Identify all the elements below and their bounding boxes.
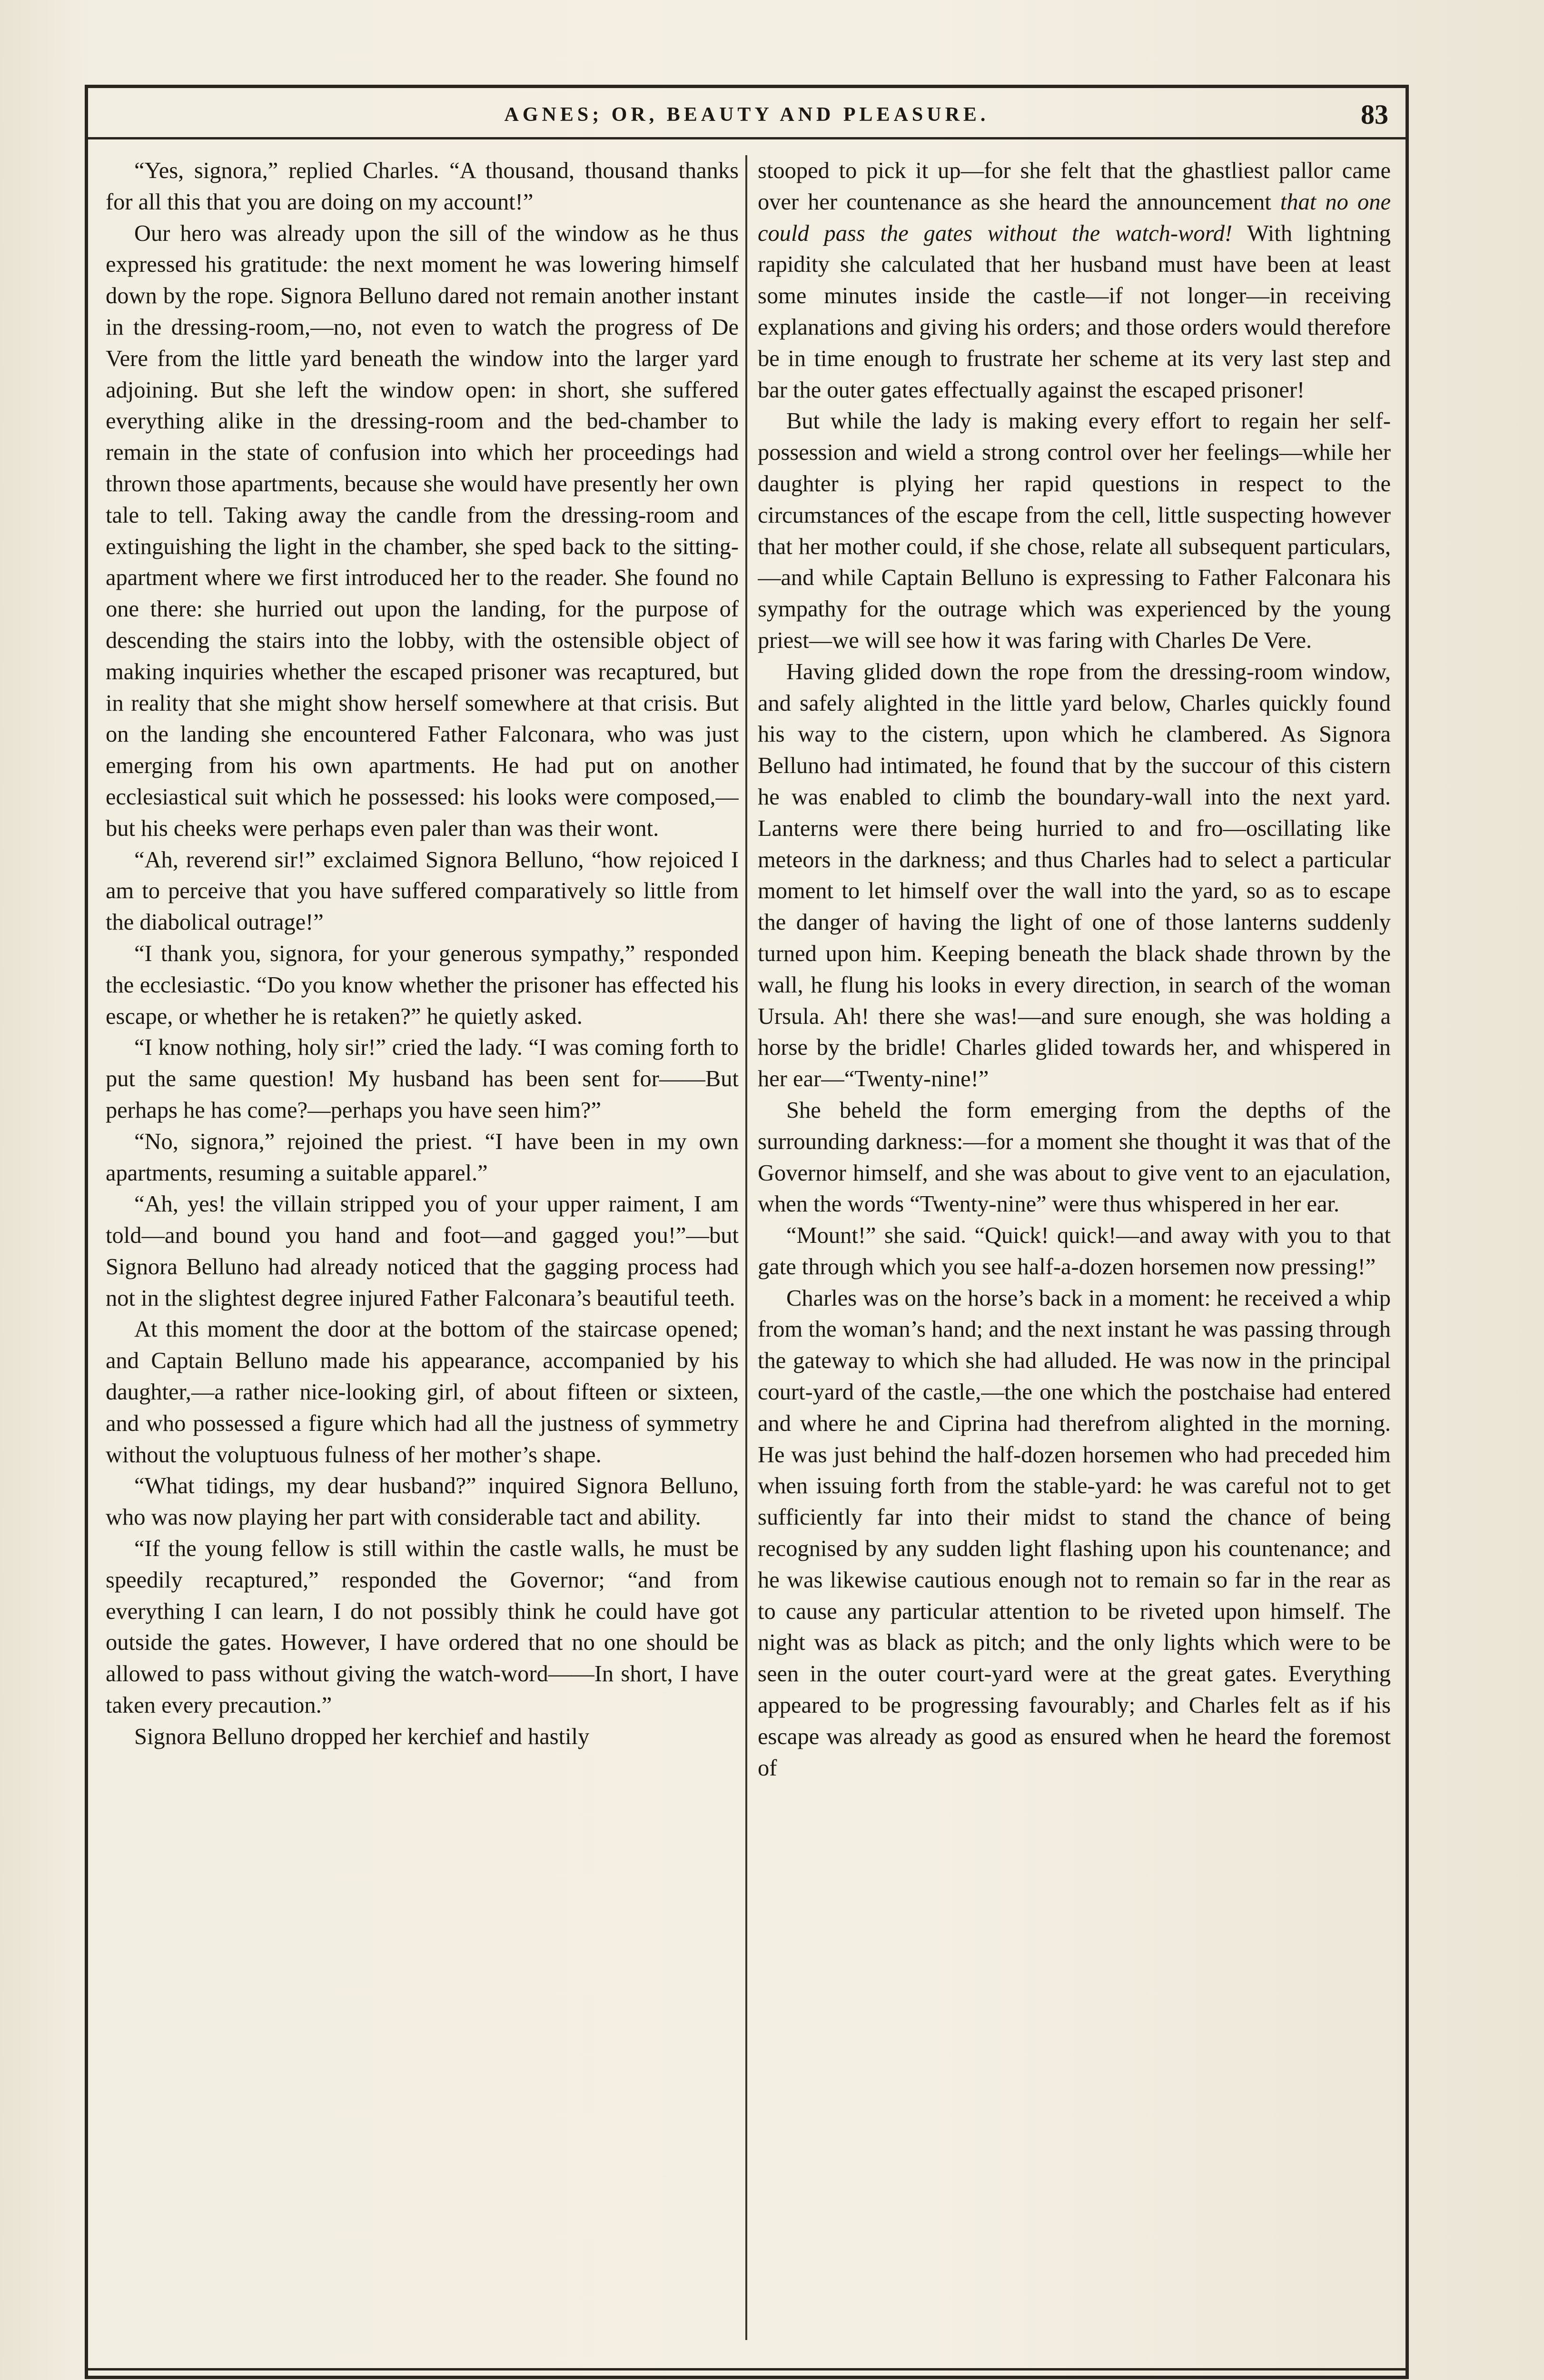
paragraph: “I thank you, signora, for your generous sympathy,” responded the ecclesiastic. “Do you know whether the prisoner has effected his escape, or whether he is retaken?” he quietly asked. <box>106 941 739 1029</box>
paragraph: Our hero was already upon the sill of the window as he thus expressed his gratitude: the next moment he was lowering himself down by the rope. Signora Belluno dared not remain another instant in the dressing-room,—no, not even to watch the progress of De Vere from the little yard beneath the window into the larger yard adjoining. But she left the window open: in short, she suffered everything alike in the dressing-room and the bed-chamber to remain in the state of confusion into which her proceedings had thrown those apartments, because she would have presently her own tale to tell. Taking away the candle from the dressing-room and extinguishing the light in the chamber, she sped back to the sitting-apartment where we first introduced her to the reader. She found no one there: she hurried out upon the landing, for the purpose of descending the stairs into the lobby, with the ostensible object of making inquiries whether the escaped prisoner was recaptured, but in reality that she might show herself somewhere at that crisis. But on the landing she encountered Father Falconara, who was just emerging from his own apartments. He had put on another ecclesiastical suit which he possessed: his looks were composed,—but his cheeks were perhaps even paler than was their wont. <box>106 220 739 841</box>
paragraph: “I know nothing, holy sir!” cried the lady. “I was coming forth to put the same question! My husband has been sent for——But perhaps he has come?—perhaps you have seen him?” <box>106 1035 739 1123</box>
paragraph: “What tidings, my dear husband?” inquired Signora Belluno, who was now playing her part with considerable tact and ability. <box>106 1473 739 1530</box>
column-divider <box>745 155 747 2340</box>
bottom-rule <box>88 2368 1405 2370</box>
paragraph: She beheld the form emerging from the depths of the surrounding darkness:—for a moment she thought it was that of the Governor himself, and she was about to give vent to an ejaculation, when the words “Twenty-nine” were thus whispered in her ear. <box>758 1097 1391 1217</box>
page-header <box>88 88 1405 139</box>
right-column <box>758 155 1391 2340</box>
paragraph: “Mount!” she said. “Quick! quick!—and away with you to that gate through which you see half-a-dozen horsemen now pressing!” <box>758 1223 1391 1279</box>
continued-paragraph <box>758 155 1391 406</box>
paragraph: “Ah, yes! the villain stripped you of your upper raiment, I am told—and bound you hand and foot—and gagged you!”—but Signora Belluno had already noticed that the gagging process had not in the slightest degree injured Father Falconara’s beautiful teeth. <box>106 1191 739 1311</box>
running-title: AGNES; OR, BEAUTY AND PLEASURE. <box>504 104 990 126</box>
page-number: 83 <box>1361 99 1388 130</box>
paragraph: But while the lady is making every effort to regain her self-possession and wield a strong control over her feelings—while her daughter is plying her rapid questions in respect to the circumstances of the escape from the cell, little suspecting however that her mother could, if she chose, relate all subsequent particulars,—and while Captain Belluno is expressing to Father Falconara his sympathy for the outrage which was experienced by the young priest—we will see how it was faring with Charles De Vere. <box>758 408 1391 653</box>
paragraph: Charles was on the horse’s back in a moment: he received a whip from the woman’s hand; and the next instant he was passing through the gateway to which she had alluded. He was now in the principal court-yard of the castle,—the one which the postchaise had entered and where he and Ciprina had therefrom alighted in the morning. He was just behind the half-dozen horsemen who had preceded him when issuing forth from the stable-yard: he was careful not to get sufficiently far into their midst to stand the chance of being recognised by any sudden light flashing upon his countenance; and he was likewise cautious enough not to remain so far in the rear as to cause any particular attention to be riveted upon himself. The night was as black as pitch; and the only lights which were to be seen in the outer court-yard were at the great gates. Everything appeared to be progressing favourably; and Charles felt as if his escape was already as good as ensured when he heard the foremost of <box>758 1285 1391 1781</box>
italic-announcement: that no one could pass the gates without the watch-word! <box>758 189 1391 246</box>
paragraph: Having glided down the rope from the dressing-room window, and safely alighted in the little yard below, Charles quickly found his way to the cistern, upon which he clambered. As Signora Belluno had intimated, he found that by the succour of this cistern he was enabled to climb the boundary-wall into the next yard. Lanterns were there being hurried to and fro—oscillating like meteors in the darkness; and thus Charles had to select a particular moment to let himself over the wall into the yard, so as to escape the danger of having the light of one of those lanterns suddenly turned upon him. Keeping beneath the black shade thrown by the wall, he flung his looks in every direction, in search of the woman Ursula. Ah! there she was!—and sure enough, she was holding a horse by the bridle! Charles glided towards her, and whispered in her ear—“Twenty-nine!” <box>758 659 1391 1092</box>
left-column <box>106 155 739 2340</box>
paragraph: “No, signora,” rejoined the priest. “I have been in my own apartments, resuming a suitable apparel.” <box>106 1129 739 1186</box>
paragraph: At this moment the door at the bottom of the staircase opened; and Captain Belluno made his appearance, accompanied by his daughter,—a rather nice-looking girl, of about fifteen or sixteen, and who possessed a figure which had all the justness of symmetry without the voluptuous fulness of her mother’s shape. <box>106 1317 739 1468</box>
paragraph: “If the young fellow is still within the castle walls, he must be speedily recaptured,” responded the Governor; “and from everything I can learn, I do not possibly think he could have got outside the gates. However, I have ordered that no one should be allowed to pass without giving the watch-word——In short, I have taken every precaution.” <box>106 1536 739 1718</box>
continuation-text: With lightning rapidity she calculated that her husband must have been at least some minutes inside the castle—if not longer—in receiving explanations and giving his orders; and those orders would therefore be in time enough to frustrate her scheme at its very last step and bar the outer gates effectually against the escaped prisoner! <box>758 220 1391 403</box>
paragraph: “Ah, reverend sir!” exclaimed Signora Belluno, “how rejoiced I am to perceive that you have suffered comparatively so little from the diabolical outrage!” <box>106 847 739 935</box>
continuation-text: stooped to pick it up—for she felt that the ghastliest pallor came over her countenance as she heard the announcement <box>758 158 1391 215</box>
paragraph: Signora Belluno dropped her kerchief and hastily <box>134 1724 590 1749</box>
paragraph: “Yes, signora,” replied Charles. “A thousand, thousand thanks for all this that you are doing on my account!” <box>106 158 739 215</box>
